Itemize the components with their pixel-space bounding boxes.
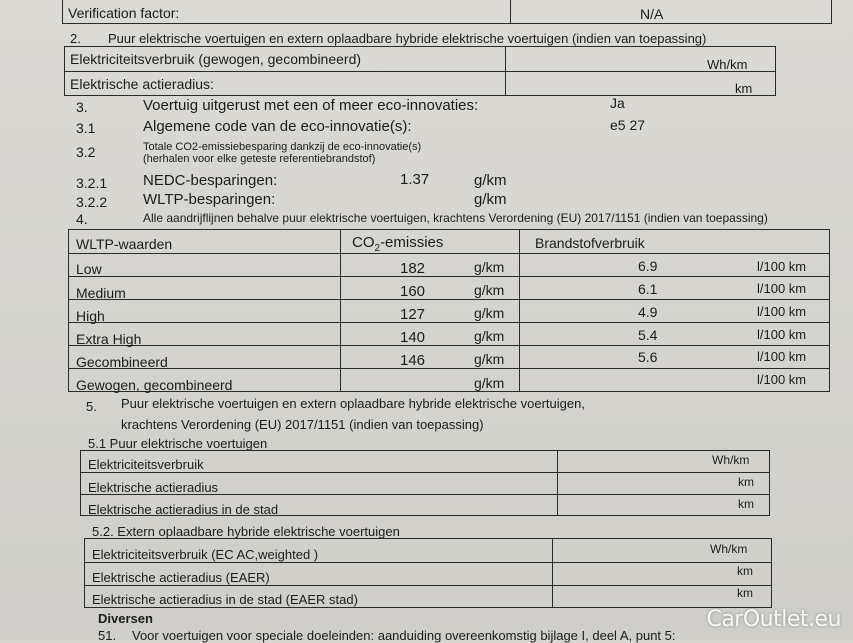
section-5-2-row-divider xyxy=(84,585,772,586)
section-5-1-row-label: Elektriciteitsverbruik xyxy=(88,457,204,472)
section-2-col-divider xyxy=(505,46,506,96)
co2-prefix: CO xyxy=(352,234,375,251)
section-5-1-row-unit: km xyxy=(738,497,754,511)
section-5-title-line2: krachtens Verordening (EU) 2017/1151 (indien van toepassing) xyxy=(121,417,484,432)
wltp-row-label: Gecombineerd xyxy=(76,354,168,370)
verification-value: N/A xyxy=(640,6,664,22)
wltp-row-label: High xyxy=(76,308,105,324)
section-3-1-label: Algemene code van de eco-innovatie(s): xyxy=(143,118,412,135)
wltp-header-co2 xyxy=(352,234,444,254)
wltp-row-co2-unit: g/km xyxy=(474,351,505,367)
section-5-2-row-unit: km xyxy=(737,564,753,578)
verification-label: Verification factor: xyxy=(68,5,180,21)
section-5-2-row-unit: Wh/km xyxy=(710,542,748,556)
section-3-label: Voertuig uitgerust met een of meer eco-innovaties: xyxy=(143,97,479,114)
section-2-row-label: Elektrische actieradius: xyxy=(70,76,214,92)
section-5-1-row-unit: Wh/km xyxy=(712,453,750,467)
section-5-1-row-label: Elektrische actieradius xyxy=(88,480,219,495)
co2-subscript: 2 xyxy=(374,243,381,254)
wltp-row-divider xyxy=(68,253,830,254)
section-4-number: 4. xyxy=(76,211,88,227)
section-3-value: Ja xyxy=(610,95,625,111)
section-2-number: 2. xyxy=(70,31,81,46)
section-2-row-divider xyxy=(64,71,776,72)
wltp-row-fuel-unit: l/100 km xyxy=(757,327,807,342)
wltp-row-co2: 127 xyxy=(400,306,426,323)
wltp-row-fuel: 4.9 xyxy=(638,304,658,320)
wltp-row-co2: 160 xyxy=(400,283,426,300)
section-3-2-1-number: 3.2.1 xyxy=(76,175,108,191)
wltp-row-divider xyxy=(68,322,830,323)
section-3-1-value: e5 27 xyxy=(610,117,646,133)
wltp-row-co2-unit: g/km xyxy=(474,328,505,344)
co2-suffix: -emissies xyxy=(380,234,444,251)
section-3-2-1-label: NEDC-besparingen: xyxy=(143,172,278,189)
wltp-row-co2-unit: g/km xyxy=(474,282,505,298)
wltp-row-label: Extra High xyxy=(76,331,142,347)
section-2-title: Puur elektrische voertuigen en extern oplaadbare hybride elektrische voertuigen (indien van toepassing) xyxy=(108,31,707,46)
wltp-row-label: Medium xyxy=(76,285,126,301)
wltp-header-values: WLTP-waarden xyxy=(76,236,173,252)
wltp-row-label: Gewogen, gecombineerd xyxy=(76,377,233,393)
wltp-row-fuel: 6.9 xyxy=(638,258,658,274)
wltp-row-co2: 140 xyxy=(400,329,426,346)
wltp-row-divider xyxy=(68,368,830,369)
wltp-row-label: Low xyxy=(76,261,102,277)
section-5-1-row-unit: km xyxy=(738,475,754,489)
section-3-2-1-value: 1.37 xyxy=(400,171,430,188)
section-3-2-2-unit: g/km xyxy=(474,191,507,208)
wltp-row-fuel-unit: l/100 km xyxy=(757,349,807,364)
item-51-text: Voor voertuigen voor speciale doeleinden: aanduiding overeenkomstig bijlage I, deel A, punt 5: xyxy=(132,628,676,643)
section-3-2-2-label: WLTP-besparingen: xyxy=(143,191,276,208)
caroutlet-watermark-logo: CarOutlet.eu xyxy=(706,607,841,632)
section-5-1-row-divider xyxy=(80,472,770,473)
section-5-2-row-label: Elektrische actieradius (EAER) xyxy=(92,570,270,585)
section-3-2-label: Totale CO2-emissiebesparing dankzij de eco-innovatie(s) xyxy=(143,141,422,153)
section-5-title-line1: Puur elektrische voertuigen en extern oplaadbare hybride elektrische voertuigen, xyxy=(121,396,585,411)
section-4-title: Alle aandrijflijnen behalve puur elektrische voertuigen, krachtens Verordening (EU) 2017/1151 (indien van toepassing) xyxy=(143,211,768,225)
wltp-row-divider xyxy=(68,299,830,300)
section-5-2-row-label: Elektrische actieradius in de stad (EAER stad) xyxy=(92,592,358,607)
section-5-1-col-divider xyxy=(557,450,558,516)
section-3-2-note: (herhalen voor elke geteste referentiebrandstof) xyxy=(143,153,376,165)
section-5-2-col-divider xyxy=(552,538,553,608)
wltp-row-divider xyxy=(68,345,830,346)
section-3-2-number: 3.2 xyxy=(76,144,96,160)
section-3-1-number: 3.1 xyxy=(76,120,96,136)
wltp-row-fuel: 6.1 xyxy=(638,281,658,297)
section-5-number: 5. xyxy=(86,399,97,414)
diversen-title: Diversen xyxy=(98,611,153,626)
wltp-row-co2: 182 xyxy=(400,260,426,277)
wltp-row-fuel: 5.6 xyxy=(638,349,658,365)
section-3-number: 3. xyxy=(76,99,88,115)
section-2-row-label: Elektriciteitsverbruik (gewogen, gecombineerd) xyxy=(70,51,362,67)
section-2-row-unit: Wh/km xyxy=(707,57,748,72)
section-3-2-2-number: 3.2.2 xyxy=(76,194,108,210)
wltp-row-fuel-unit: l/100 km xyxy=(757,281,807,296)
wltp-row-co2-unit: g/km xyxy=(474,259,505,275)
wltp-row-co2-unit: g/km xyxy=(474,375,505,391)
section-5-1-title: 5.1 Puur elektrische voertuigen xyxy=(88,436,268,451)
item-51-number: 51. xyxy=(98,628,117,643)
section-2-row-unit: km xyxy=(735,81,753,96)
verification-divider xyxy=(510,0,511,24)
wltp-header-fuel: Brandstofverbruik xyxy=(535,235,645,251)
wltp-row-co2: 146 xyxy=(400,352,426,369)
wltp-row-fuel-unit: l/100 km xyxy=(757,304,807,319)
section-5-1-row-label: Elektrische actieradius in de stad xyxy=(88,502,279,517)
wltp-row-fuel-unit: l/100 km xyxy=(757,372,807,387)
wltp-row-fuel-unit: l/100 km xyxy=(757,259,807,274)
section-3-2-1-unit: g/km xyxy=(474,172,507,189)
wltp-row-divider xyxy=(68,276,830,277)
section-5-2-row-divider xyxy=(84,562,772,563)
wltp-row-co2-unit: g/km xyxy=(474,305,505,321)
section-5-2-row-label: Elektriciteitsverbruik (EC AC,weighted ) xyxy=(92,547,319,562)
section-5-2-title: 5.2. Extern oplaadbare hybride elektrische voertuigen xyxy=(92,524,400,539)
wltp-row-fuel: 5.4 xyxy=(638,327,658,343)
section-5-2-row-unit: km xyxy=(737,586,753,600)
